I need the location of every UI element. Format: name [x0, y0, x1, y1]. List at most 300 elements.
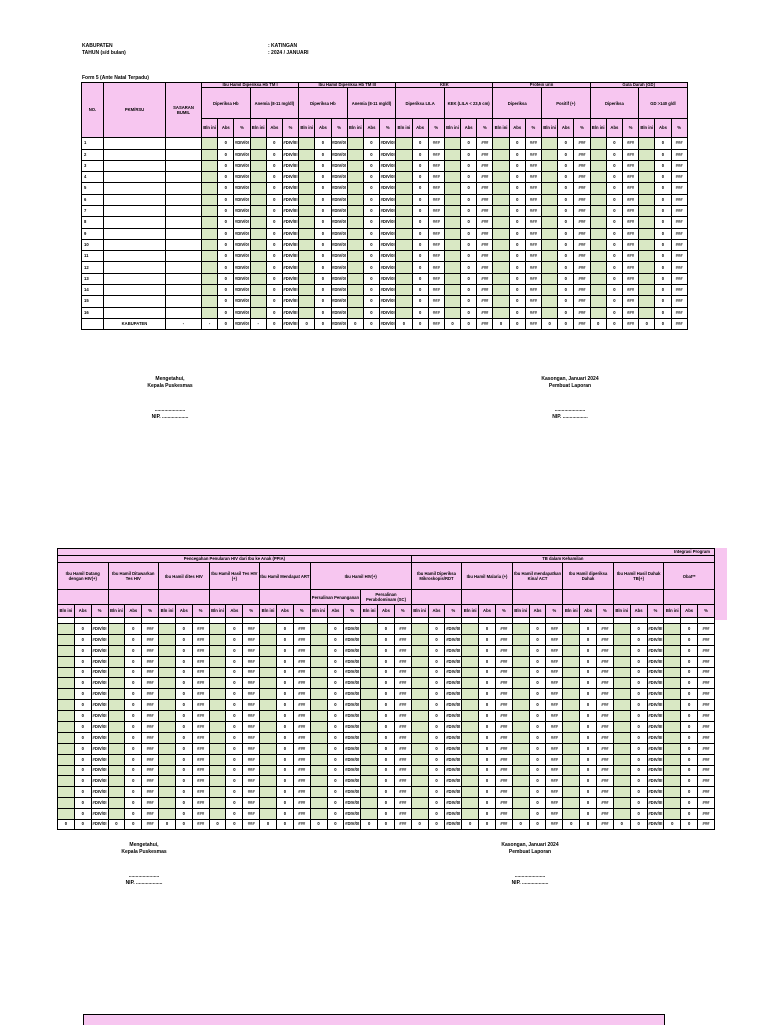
data-cell: [108, 743, 125, 754]
data-cell: [664, 689, 681, 700]
group-header: KEK: [396, 83, 493, 88]
data-cell: ###: [495, 667, 512, 678]
data-cell: [563, 634, 580, 645]
data-cell: #DIV/0!: [91, 765, 108, 776]
data-cell: ###: [192, 689, 209, 700]
data-cell: 0: [266, 262, 282, 273]
data-cell: #DIV/0!: [91, 624, 108, 635]
sub-header: %: [574, 119, 590, 138]
data-cell: 0: [175, 798, 192, 809]
total-cell: ###: [192, 820, 209, 830]
sub-header: Bln ini: [542, 119, 558, 138]
data-cell: 0: [175, 624, 192, 635]
data-cell: ###: [495, 809, 512, 820]
data-cell: [159, 624, 176, 635]
data-cell: [260, 732, 277, 743]
data-cell: 0: [363, 307, 379, 318]
table-row: [58, 776, 715, 787]
pkm-cell: [104, 307, 166, 318]
data-cell: ###: [428, 183, 444, 194]
data-cell: ###: [477, 307, 493, 318]
data-cell: #DIV/0!: [282, 138, 298, 149]
data-cell: [664, 667, 681, 678]
data-cell: ###: [293, 765, 310, 776]
data-cell: [209, 732, 226, 743]
data-cell: #DIV/0!: [282, 160, 298, 171]
data-cell: ###: [142, 700, 159, 711]
data-cell: 0: [315, 205, 331, 216]
data-cell: [590, 251, 606, 262]
total-cell: ###: [495, 820, 512, 830]
data-cell: #DIV/0!: [647, 711, 664, 722]
data-cell: [613, 798, 630, 809]
data-cell: 0: [655, 160, 671, 171]
total-cell: ###: [394, 820, 411, 830]
data-cell: 0: [327, 711, 344, 722]
data-cell: 0: [461, 149, 477, 160]
data-cell: 0: [378, 732, 395, 743]
data-cell: ###: [293, 700, 310, 711]
data-cell: [347, 262, 363, 273]
data-cell: [639, 228, 655, 239]
data-cell: ###: [394, 743, 411, 754]
data-cell: [639, 307, 655, 318]
data-cell: [462, 624, 479, 635]
data-cell: [260, 743, 277, 754]
data-cell: [462, 678, 479, 689]
data-cell: [260, 711, 277, 722]
data-cell: [58, 634, 75, 645]
data-cell: 0: [412, 251, 428, 262]
data-cell: ###: [597, 700, 614, 711]
data-cell: #DIV/0!: [91, 711, 108, 722]
data-cell: [159, 634, 176, 645]
data-cell: [590, 228, 606, 239]
total-cell: #DIV/0!: [445, 820, 462, 830]
data-cell: ###: [495, 678, 512, 689]
data-cell: ###: [243, 798, 260, 809]
data-cell: [563, 754, 580, 765]
data-cell: #DIV/0!: [344, 754, 361, 765]
data-cell: [202, 273, 218, 284]
data-cell: ###: [597, 678, 614, 689]
data-cell: 0: [655, 172, 671, 183]
data-cell: ###: [243, 732, 260, 743]
data-cell: [462, 765, 479, 776]
total-cell: ###: [243, 820, 260, 830]
data-cell: 0: [529, 667, 546, 678]
data-cell: [108, 776, 125, 787]
data-cell: ###: [495, 798, 512, 809]
data-cell: [310, 722, 327, 733]
table-row: [58, 722, 715, 733]
data-cell: 0: [266, 149, 282, 160]
data-cell: 0: [630, 634, 647, 645]
data-cell: ###: [574, 138, 590, 149]
data-cell: ###: [698, 787, 715, 798]
data-cell: [209, 645, 226, 656]
data-cell: [411, 689, 428, 700]
data-cell: #DIV/0!: [380, 262, 396, 273]
data-cell: 0: [276, 634, 293, 645]
data-cell: ###: [243, 765, 260, 776]
data-cell: 0: [428, 667, 445, 678]
data-cell: ###: [293, 743, 310, 754]
data-cell: [493, 160, 509, 171]
pkm-cell: [104, 296, 166, 307]
total-cell: 0: [639, 318, 655, 329]
data-cell: 0: [479, 624, 496, 635]
data-cell: #DIV/0!: [234, 149, 250, 160]
data-cell: [563, 667, 580, 678]
data-cell: ###: [495, 689, 512, 700]
data-cell: 0: [412, 262, 428, 273]
pkm-cell: [104, 251, 166, 262]
data-cell: #DIV/0!: [445, 689, 462, 700]
sub-header: Bln ini: [299, 119, 315, 138]
data-cell: 0: [655, 285, 671, 296]
data-cell: [310, 765, 327, 776]
data-cell: 0: [529, 624, 546, 635]
row-number: 13: [82, 273, 104, 284]
data-cell: ###: [525, 239, 541, 250]
data-cell: #DIV/0!: [282, 273, 298, 284]
data-cell: [310, 732, 327, 743]
data-cell: [159, 689, 176, 700]
data-cell: ###: [293, 798, 310, 809]
data-cell: [347, 273, 363, 284]
pkm-cell: [104, 194, 166, 205]
data-cell: #DIV/0!: [234, 307, 250, 318]
data-cell: [361, 667, 378, 678]
data-cell: [159, 656, 176, 667]
subgroup-header: GD >140 g/dl: [639, 88, 688, 119]
data-cell: #DIV/0!: [234, 296, 250, 307]
data-cell: 0: [378, 798, 395, 809]
data-cell: [347, 160, 363, 171]
data-cell: 0: [327, 776, 344, 787]
data-cell: 0: [175, 667, 192, 678]
data-cell: [299, 194, 315, 205]
data-cell: [299, 307, 315, 318]
data-cell: 0: [276, 765, 293, 776]
data-cell: 0: [630, 754, 647, 765]
table-row: [82, 239, 688, 250]
data-cell: ###: [142, 765, 159, 776]
data-cell: 0: [315, 138, 331, 149]
data-cell: 0: [461, 239, 477, 250]
data-cell: ###: [698, 645, 715, 656]
data-cell: [411, 754, 428, 765]
data-cell: 0: [606, 194, 622, 205]
data-cell: 0: [428, 754, 445, 765]
data-cell: #DIV/0!: [91, 667, 108, 678]
sub-header: Bln ini: [310, 605, 327, 618]
data-cell: [512, 624, 529, 635]
data-cell: #DIV/0!: [331, 160, 347, 171]
data-cell: ###: [428, 160, 444, 171]
data-cell: [310, 689, 327, 700]
total-cell: 0: [363, 318, 379, 329]
data-cell: 0: [655, 262, 671, 273]
data-cell: 0: [558, 285, 574, 296]
sasaran-cell: [166, 273, 202, 284]
data-cell: 0: [655, 239, 671, 250]
data-cell: [310, 624, 327, 635]
data-cell: 0: [266, 239, 282, 250]
total-cell: 0: [606, 318, 622, 329]
data-cell: 0: [315, 183, 331, 194]
data-cell: 0: [681, 624, 698, 635]
data-cell: 0: [363, 217, 379, 228]
data-cell: 0: [681, 656, 698, 667]
sub-header: Abs: [630, 605, 647, 618]
data-cell: 0: [266, 194, 282, 205]
data-cell: #DIV/0!: [445, 776, 462, 787]
data-cell: #DIV/0!: [445, 754, 462, 765]
data-cell: ###: [525, 307, 541, 318]
data-cell: ###: [597, 743, 614, 754]
data-cell: 0: [226, 722, 243, 733]
data-cell: [664, 624, 681, 635]
data-cell: [493, 172, 509, 183]
data-cell: #DIV/0!: [331, 149, 347, 160]
data-cell: [396, 228, 412, 239]
total-cell: ###: [597, 820, 614, 830]
data-cell: ###: [525, 273, 541, 284]
data-cell: ###: [477, 273, 493, 284]
total-cell: #DIV/0!: [344, 820, 361, 830]
data-cell: ###: [597, 754, 614, 765]
data-cell: 0: [378, 700, 395, 711]
data-cell: [639, 138, 655, 149]
data-cell: 0: [479, 656, 496, 667]
data-cell: ###: [574, 194, 590, 205]
data-cell: 0: [276, 656, 293, 667]
data-cell: 0: [175, 678, 192, 689]
data-cell: 0: [327, 765, 344, 776]
data-cell: #DIV/0!: [647, 776, 664, 787]
data-cell: ###: [698, 711, 715, 722]
data-cell: [361, 732, 378, 743]
data-cell: ###: [546, 656, 563, 667]
sub-header: Abs: [412, 119, 428, 138]
data-cell: [108, 656, 125, 667]
data-cell: ###: [546, 689, 563, 700]
data-cell: [512, 656, 529, 667]
data-cell: [512, 722, 529, 733]
data-cell: [250, 228, 266, 239]
data-cell: #DIV/0!: [344, 732, 361, 743]
data-cell: 0: [412, 183, 428, 194]
row-number: 1: [82, 138, 104, 149]
data-cell: 0: [363, 285, 379, 296]
data-cell: ###: [525, 172, 541, 183]
data-cell: [250, 273, 266, 284]
data-cell: 0: [327, 634, 344, 645]
data-cell: [613, 743, 630, 754]
data-cell: #DIV/0!: [234, 160, 250, 171]
data-cell: 0: [558, 160, 574, 171]
data-cell: ###: [394, 798, 411, 809]
blank-header: [411, 590, 462, 605]
table-row: [58, 754, 715, 765]
data-cell: [396, 172, 412, 183]
data-cell: ###: [394, 722, 411, 733]
data-cell: [347, 194, 363, 205]
data-cell: ###: [394, 678, 411, 689]
total-cell: #DIV/0!: [282, 318, 298, 329]
data-cell: ###: [192, 624, 209, 635]
data-cell: ###: [142, 689, 159, 700]
total-cell: 0: [327, 820, 344, 830]
data-cell: [613, 776, 630, 787]
data-cell: ###: [293, 711, 310, 722]
data-cell: [613, 656, 630, 667]
subgroup-header: Diperiksa: [493, 88, 542, 119]
data-cell: #DIV/0!: [380, 296, 396, 307]
data-cell: 0: [276, 776, 293, 787]
data-cell: 0: [509, 228, 525, 239]
total-cell: ###: [428, 318, 444, 329]
data-cell: 0: [509, 217, 525, 228]
data-cell: 0: [226, 667, 243, 678]
data-cell: [209, 689, 226, 700]
data-cell: 0: [74, 787, 91, 798]
data-cell: 0: [681, 711, 698, 722]
data-cell: [396, 307, 412, 318]
data-cell: 0: [529, 765, 546, 776]
data-cell: [664, 743, 681, 754]
data-cell: ###: [243, 711, 260, 722]
data-cell: ###: [597, 624, 614, 635]
data-cell: #DIV/0!: [445, 732, 462, 743]
data-cell: 0: [327, 732, 344, 743]
blank-header: [159, 590, 210, 605]
data-cell: #DIV/0!: [647, 765, 664, 776]
data-cell: 0: [580, 743, 597, 754]
ppia-col-header: Ibu Hamil Malaria (+): [462, 563, 513, 590]
sub-header: Bln ini: [512, 605, 529, 618]
data-cell: ###: [428, 285, 444, 296]
kabupaten-value: : KATINGAN: [268, 43, 298, 49]
total-cell: ###: [546, 820, 563, 830]
data-cell: [512, 678, 529, 689]
data-cell: [347, 172, 363, 183]
data-cell: 0: [175, 732, 192, 743]
data-cell: #DIV/0!: [331, 296, 347, 307]
data-cell: 0: [479, 787, 496, 798]
data-cell: 0: [125, 656, 142, 667]
ppia-col-header: Ibu Hamil HIV(+): [310, 563, 411, 590]
data-cell: 0: [428, 634, 445, 645]
data-cell: ###: [698, 732, 715, 743]
total-cell: 0: [58, 820, 75, 830]
data-cell: [202, 194, 218, 205]
sub-header: Abs: [315, 119, 331, 138]
data-cell: #DIV/0!: [380, 273, 396, 284]
data-cell: [396, 296, 412, 307]
data-cell: [493, 251, 509, 262]
data-cell: 0: [479, 667, 496, 678]
data-cell: ###: [525, 251, 541, 262]
data-cell: 0: [266, 138, 282, 149]
data-cell: [613, 809, 630, 820]
data-cell: ###: [428, 217, 444, 228]
data-cell: 0: [630, 624, 647, 635]
data-cell: 0: [630, 809, 647, 820]
data-cell: [108, 732, 125, 743]
anc-table: [81, 82, 688, 330]
data-cell: [444, 296, 460, 307]
data-cell: #DIV/0!: [282, 307, 298, 318]
data-cell: [396, 160, 412, 171]
data-cell: 0: [218, 149, 234, 160]
pkm-cell: [104, 183, 166, 194]
data-cell: 0: [529, 634, 546, 645]
data-cell: ###: [698, 624, 715, 635]
data-cell: 0: [606, 296, 622, 307]
data-cell: [590, 205, 606, 216]
data-cell: ###: [142, 798, 159, 809]
sub-header: %: [293, 605, 310, 618]
sub-header: Bln ini: [411, 605, 428, 618]
data-cell: 0: [461, 160, 477, 171]
total-cell: 0: [310, 820, 327, 830]
data-cell: [542, 194, 558, 205]
row-number: 8: [82, 217, 104, 228]
data-cell: ###: [192, 776, 209, 787]
data-cell: ###: [192, 743, 209, 754]
data-cell: [250, 307, 266, 318]
data-cell: #DIV/0!: [445, 743, 462, 754]
data-cell: #DIV/0!: [91, 689, 108, 700]
data-cell: ###: [574, 273, 590, 284]
data-cell: ###: [243, 776, 260, 787]
data-cell: [493, 239, 509, 250]
data-cell: [250, 205, 266, 216]
sub-header: %: [142, 605, 159, 618]
data-cell: 0: [125, 732, 142, 743]
data-cell: [209, 754, 226, 765]
data-cell: [209, 667, 226, 678]
data-cell: 0: [479, 776, 496, 787]
data-cell: 0: [378, 624, 395, 635]
data-cell: ###: [394, 809, 411, 820]
data-cell: #DIV/0!: [234, 183, 250, 194]
data-cell: ###: [546, 722, 563, 733]
data-cell: [159, 700, 176, 711]
data-cell: 0: [315, 160, 331, 171]
data-cell: 0: [606, 285, 622, 296]
data-cell: 0: [630, 722, 647, 733]
data-cell: ###: [622, 228, 638, 239]
data-cell: 0: [461, 262, 477, 273]
data-cell: 0: [218, 307, 234, 318]
data-cell: [310, 645, 327, 656]
data-cell: 0: [175, 754, 192, 765]
data-cell: #DIV/0!: [331, 307, 347, 318]
data-cell: ###: [192, 700, 209, 711]
total-cell: 0: [493, 318, 509, 329]
data-cell: 0: [655, 296, 671, 307]
data-cell: [411, 787, 428, 798]
data-cell: [664, 722, 681, 733]
data-cell: 0: [226, 711, 243, 722]
data-cell: 0: [266, 296, 282, 307]
data-cell: [58, 689, 75, 700]
data-cell: ###: [597, 656, 614, 667]
